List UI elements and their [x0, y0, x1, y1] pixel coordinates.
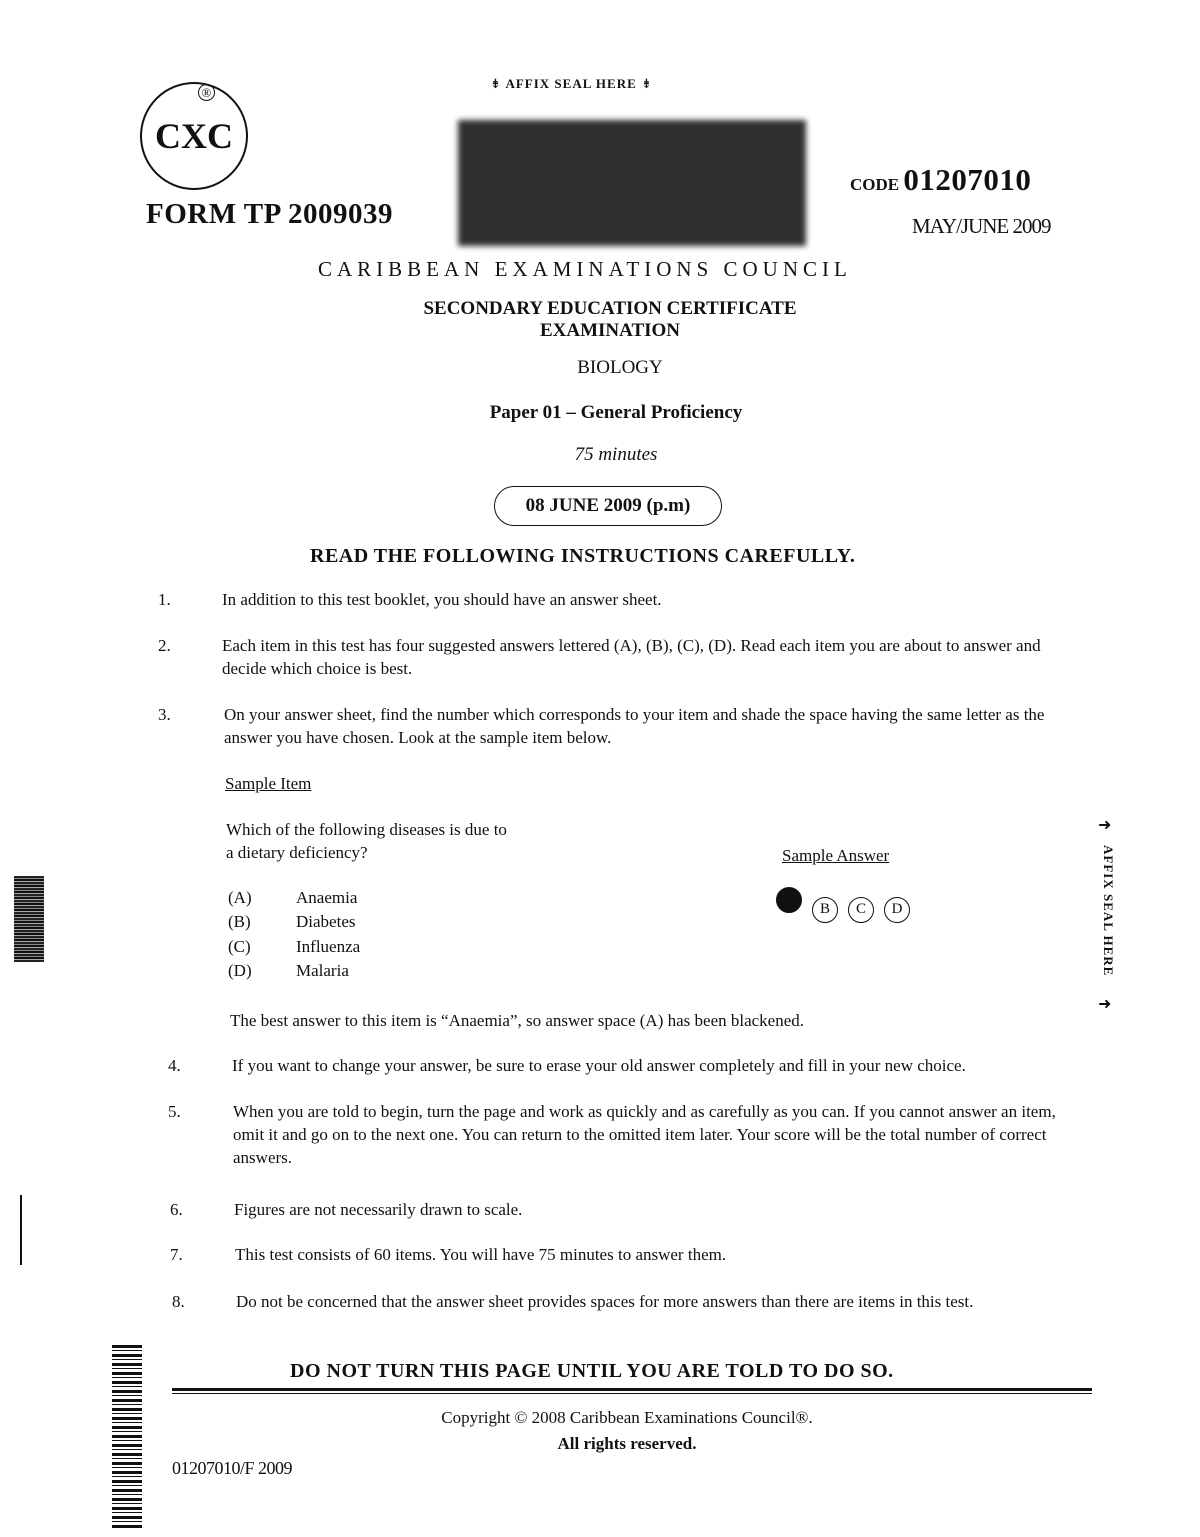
- arrow-left-icon: ➜: [1098, 996, 1112, 1013]
- item-number: 7.: [170, 1245, 183, 1264]
- sample-explanation: The best answer to this item is “Anaemia”, so answer space (A) has been blackened.: [230, 1011, 805, 1030]
- option-text: Anaemia: [296, 888, 358, 907]
- option-text: Malaria: [296, 961, 349, 980]
- scan-mark: [14, 876, 44, 962]
- option-letter: (B): [228, 912, 251, 931]
- arrow-down-icon: ⇟: [490, 76, 502, 91]
- session-label: MAY/JUNE 2009: [912, 214, 1051, 238]
- paper-title: Paper 01 – General Proficiency: [489, 402, 743, 423]
- answer-bubble: B: [812, 897, 838, 923]
- registered-mark: ®: [198, 84, 215, 101]
- exam-date-text: 08 JUNE 2009 (p.m): [525, 495, 691, 516]
- duration: 75 minutes: [574, 444, 658, 465]
- instruction-text: Do not be concerned that the answer sheet provides spaces for more answers than there are items in this test.: [236, 1292, 974, 1311]
- redacted-area: [458, 120, 806, 246]
- item-number: 4.: [168, 1056, 181, 1075]
- footer-rule-thin: [172, 1393, 1092, 1394]
- form-number: FORM TP 2009039: [146, 198, 394, 230]
- scan-line: [20, 1195, 22, 1265]
- certificate-line-2: EXAMINATION: [539, 320, 681, 341]
- sample-question-line-2: a dietary deficiency?: [226, 843, 368, 862]
- item-number: 8.: [172, 1292, 185, 1311]
- certificate-line-1: SECONDARY EDUCATION CERTIFICATE: [423, 298, 797, 319]
- copyright-notice: Copyright © 2008 Caribbean Examinations Council®.: [441, 1408, 813, 1427]
- affix-seal-top: [490, 76, 653, 92]
- option-letter: (C): [228, 937, 251, 956]
- arrow-left-icon: ➜: [1098, 817, 1112, 834]
- cxc-logo: [140, 82, 248, 190]
- option-letter: (A): [228, 888, 252, 907]
- answer-bubble: C: [848, 897, 874, 923]
- subject-title: BIOLOGY: [577, 357, 663, 378]
- instruction-text: This test consists of 60 items. You will have 75 minutes to answer them.: [235, 1245, 727, 1264]
- sample-question: [226, 818, 507, 864]
- item-number: 3.: [158, 705, 171, 724]
- item-number: 5.: [168, 1102, 181, 1121]
- item-number: 1.: [158, 590, 171, 609]
- certificate-title: [0, 298, 1200, 342]
- item-number: 2.: [158, 636, 171, 655]
- instructions-heading: READ THE FOLLOWING INSTRUCTIONS CAREFULLY.: [310, 545, 856, 567]
- sample-answer-bubbles: [776, 887, 916, 923]
- sample-option: [228, 935, 360, 958]
- sample-option: [228, 959, 349, 982]
- arrow-down-icon: ⇟: [641, 76, 653, 91]
- instruction-text: On your answer sheet, find the number which corresponds to your item and shade the space having the same letter as the answer you have chosen. Look at the sample item below.: [224, 705, 1045, 747]
- code-label: CODE: [850, 175, 900, 194]
- sample-question-line-1: Which of the following diseases is due to: [226, 820, 507, 839]
- sample-option: [228, 886, 357, 909]
- instruction-text: In addition to this test booklet, you should have an answer sheet.: [222, 590, 662, 609]
- sample-item-label: Sample Item: [225, 774, 312, 793]
- answer-bubble: D: [884, 897, 910, 923]
- instruction-text: Figures are not necessarily drawn to scale.: [234, 1200, 523, 1219]
- council-title: CARIBBEAN EXAMINATIONS COUNCIL: [318, 257, 852, 281]
- instruction-text: When you are told to begin, turn the page and work as quickly and as carefully as you can. If you cannot answer an item, omit it and go on to the next one. You can return to the omitted item later. Your score will be the total number of correct answers.: [233, 1102, 1056, 1167]
- answer-bubble-filled: [776, 887, 802, 913]
- exam-date: [494, 486, 722, 526]
- option-text: Diabetes: [296, 912, 356, 931]
- sample-option: [228, 910, 355, 933]
- logo-text: CXC: [155, 116, 233, 156]
- affix-seal-label: AFFIX SEAL HERE: [505, 76, 637, 91]
- exam-code: [850, 162, 1031, 198]
- option-letter: (D): [228, 961, 252, 980]
- instruction-text: If you want to change your answer, be sure to erase your old answer completely and fill in your new choice.: [232, 1056, 966, 1075]
- affix-seal-side: AFFIX SEAL HERE: [1101, 845, 1116, 977]
- barcode: [112, 1345, 142, 1530]
- rights-reserved: All rights reserved.: [557, 1434, 697, 1453]
- footer-rule: [172, 1388, 1092, 1391]
- footer-code: 01207010/F 2009: [172, 1458, 293, 1478]
- sample-answer-label: Sample Answer: [782, 846, 890, 865]
- code-number: 01207010: [903, 162, 1032, 197]
- option-text: Influenza: [296, 937, 361, 956]
- instruction-text: Each item in this test has four suggested answers lettered (A), (B), (C), (D). Read each item you are about to answer and decide which choice is best.: [222, 636, 1041, 678]
- item-number: 6.: [170, 1200, 183, 1219]
- do-not-turn-warning: DO NOT TURN THIS PAGE UNTIL YOU ARE TOLD TO DO SO.: [290, 1360, 894, 1382]
